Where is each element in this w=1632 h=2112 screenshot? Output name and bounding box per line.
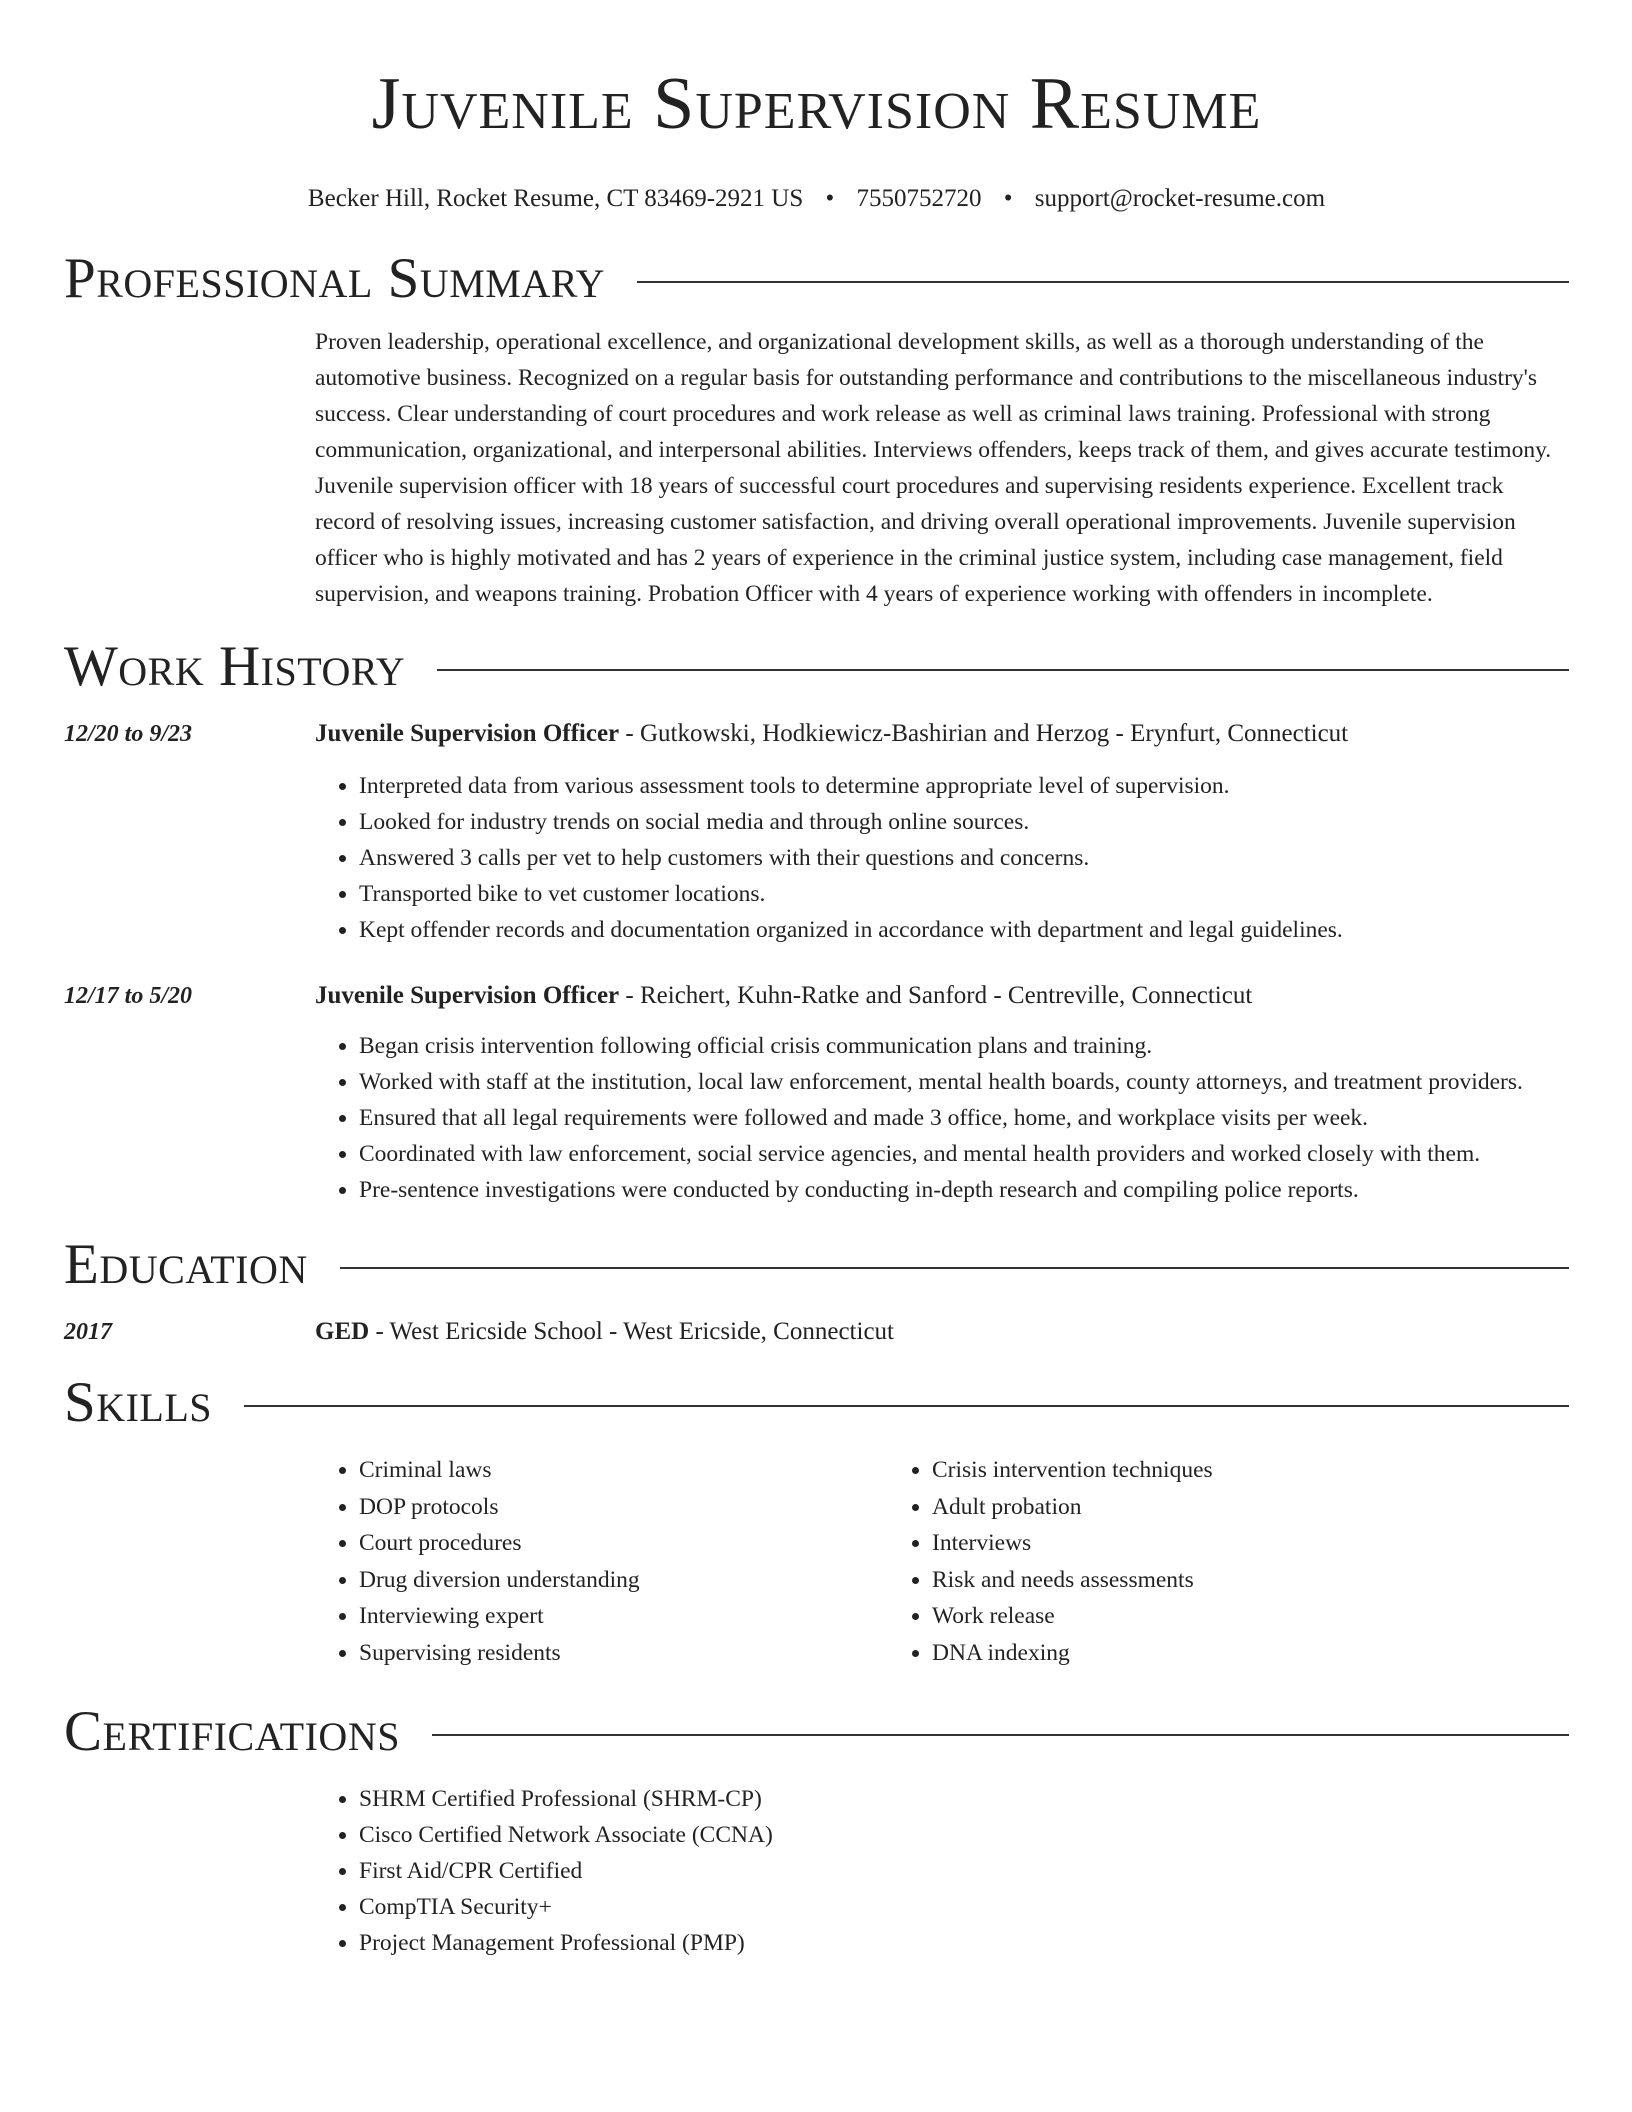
- resume-title: Juvenile Supervision Resume: [371, 63, 1262, 145]
- list-item: • Transported bike to vet customer locations.: [359, 876, 1569, 912]
- summary-heading: Professional Summary: [64, 247, 606, 310]
- section-divider: [437, 669, 1569, 671]
- list-item: • Pre-sentence investigations were conducted by conducting in-depth research and compiling police reports.: [359, 1172, 1569, 1208]
- education-heading: Education: [64, 1233, 308, 1296]
- certification-item: • CompTIA Security+: [359, 1889, 1569, 1925]
- contact-phone: 7550752720: [856, 185, 982, 212]
- section-divider: [340, 1267, 1569, 1269]
- list-item: • Looked for industry trends on social media and through online sources.: [359, 804, 1569, 840]
- skill-item: • Criminal laws: [359, 1452, 888, 1489]
- contact-separator: •: [825, 185, 835, 212]
- education-details: - West Ericside School - West Ericside, Connecticut: [369, 1318, 894, 1345]
- education-heading-line: [315, 1314, 894, 1350]
- job-details: - Gutkowski, Hodkiewicz-Bashirian and Herzog - Erynfurt, Connecticut: [619, 720, 1349, 747]
- list-item: • Worked with staff at the institution, local law enforcement, mental health boards, county attorneys, and treatment providers.: [359, 1064, 1569, 1100]
- summary-section-header: [64, 244, 1569, 314]
- job-dates: 12/17 to 5/20: [64, 983, 193, 1009]
- skills-heading: Skills: [64, 1371, 213, 1434]
- job-header: [64, 978, 1569, 1014]
- list-item: • Interpreted data from various assessment tools to determine appropriate level of supervision.: [359, 768, 1569, 804]
- skill-item: • Crisis intervention techniques: [932, 1452, 1461, 1489]
- list-item: • Began crisis intervention following official crisis communication plans and training.: [359, 1028, 1569, 1064]
- contact-address: Becker Hill, Rocket Resume, CT 83469-2921 US: [307, 185, 804, 212]
- job-header: [64, 716, 1569, 752]
- skill-item: • DNA indexing: [932, 1635, 1461, 1672]
- section-divider: [637, 281, 1569, 283]
- certification-item: • Project Management Professional (PMP): [359, 1925, 1569, 1961]
- job-bullets: [315, 768, 1569, 948]
- skills-column-left: [315, 1452, 888, 1671]
- skill-item: • Court procedures: [359, 1525, 888, 1562]
- contact-line: [64, 184, 1569, 214]
- certifications-list: [315, 1781, 1569, 1961]
- work-section-header: [64, 632, 1569, 702]
- job-details: - Reichert, Kuhn-Ratke and Sanford - Centreville, Connecticut: [619, 982, 1253, 1009]
- skill-item: • Supervising residents: [359, 1635, 888, 1672]
- education-degree: GED: [315, 1318, 370, 1345]
- skills-section-header: [64, 1368, 1569, 1438]
- job-title: Juvenile Supervision Officer: [315, 982, 620, 1009]
- list-item: • Kept offender records and documentation organized in accordance with department and legal guidelines.: [359, 912, 1569, 948]
- section-divider: [244, 1405, 1569, 1407]
- list-item: • Ensured that all legal requirements were followed and made 3 office, home, and workplace visits per week.: [359, 1100, 1569, 1136]
- education-year: 2017: [64, 1319, 112, 1345]
- skills-grid: [315, 1452, 1569, 1671]
- skill-item: • Drug diversion understanding: [359, 1562, 888, 1599]
- job-bullets: [315, 1028, 1569, 1208]
- contact-separator: •: [1003, 185, 1013, 212]
- certifications-section-header: [64, 1697, 1569, 1767]
- certifications-heading: Certifications: [64, 1700, 400, 1763]
- contact-email: support@rocket-resume.com: [1034, 185, 1326, 212]
- job-entry: [64, 978, 1569, 1208]
- skill-item: • DOP protocols: [359, 1489, 888, 1526]
- job-heading: [315, 716, 1348, 752]
- skills-column-right: [888, 1452, 1461, 1671]
- section-divider: [432, 1734, 1569, 1736]
- job-title: Juvenile Supervision Officer: [315, 720, 620, 747]
- list-item: • Coordinated with law enforcement, social service agencies, and mental health providers and worked closely with them.: [359, 1136, 1569, 1172]
- certification-item: • Cisco Certified Network Associate (CCNA): [359, 1817, 1569, 1853]
- education-entry: [64, 1314, 1569, 1350]
- work-heading: Work History: [64, 635, 406, 698]
- certification-item: • First Aid/CPR Certified: [359, 1853, 1569, 1889]
- summary-text: Proven leadership, operational excellence, and organizational development skills, as well as a thorough understanding of the automotive business. Recognized on a regular basis for outstanding performance and contributions to the miscellaneous industry's success. Clear understanding of court procedures and work release as well as criminal laws training. Professional with strong communication, organizational, and interpersonal abilities. Interviews offenders, keeps track of them, and gives accurate testimony. Juvenile supervision officer with 18 years of successful court procedures and supervising residents experience. Excellent track record of resolving issues, increasing customer satisfaction, and driving overall operational improvements. Juvenile supervision officer who is highly motivated and has 2 years of experience in the criminal justice system, including case management, field supervision, and weapons training. Probation Officer with 4 years of experience working with offenders in incomplete.: [315, 329, 1552, 607]
- job-heading: [315, 978, 1252, 1014]
- certification-item: • SHRM Certified Professional (SHRM-CP): [359, 1781, 1569, 1817]
- list-item: • Answered 3 calls per vet to help customers with their questions and concerns.: [359, 840, 1569, 876]
- skill-item: • Interviewing expert: [359, 1598, 888, 1635]
- job-entry: [64, 716, 1569, 948]
- job-dates: 12/20 to 9/23: [64, 721, 193, 747]
- skill-item: • Risk and needs assessments: [932, 1562, 1461, 1599]
- education-section-header: [64, 1230, 1569, 1300]
- skill-item: • Interviews: [932, 1525, 1461, 1562]
- skill-item: • Work release: [932, 1598, 1461, 1635]
- skill-item: • Adult probation: [932, 1489, 1461, 1526]
